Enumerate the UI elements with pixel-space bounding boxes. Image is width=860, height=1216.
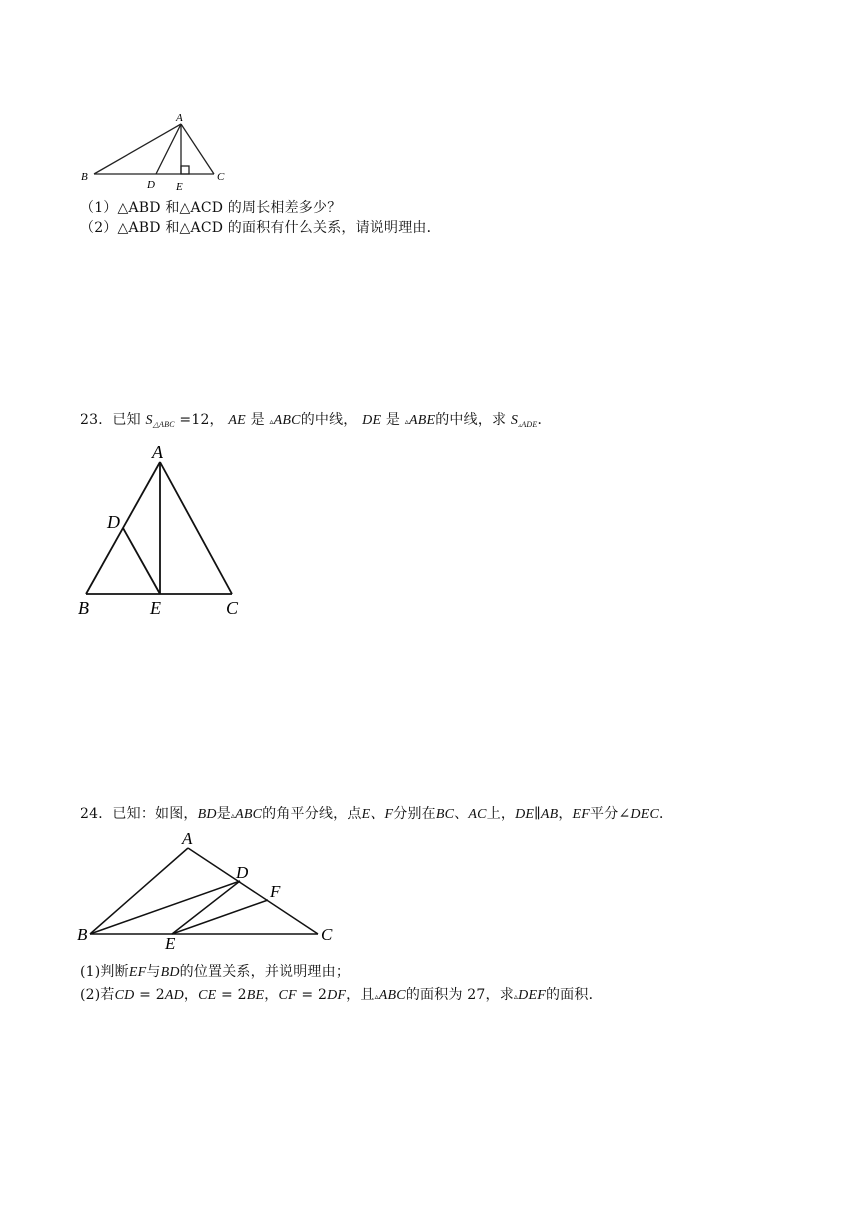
q24-t7: ， [558,806,573,822]
q24-angle: ∠DEC [618,807,659,822]
q24-cf: CF [278,988,297,1003]
q24-eq3: = 2 [296,987,328,1003]
q24-t4: 分别在 [393,806,436,822]
q24-t1: 已知：如图， [112,806,198,822]
q22-part1: （1）△ABD 和△ACD 的周长相差多少？ [80,200,342,216]
figure-q24 [72,828,352,956]
label-E: E [176,181,183,193]
q24-tri3: DEF [518,988,546,1003]
triangle-symbol: ▵ [269,417,274,426]
q23-sub1: △ABC [152,420,175,429]
q24-eq1: = 2 [134,987,165,1003]
label-B: B [77,925,88,944]
q23-t1: 已知 [112,412,141,428]
q24-part1-c: 的位置关系，并说明理由； [179,964,351,980]
label-B: B [78,598,89,618]
q23-end: ． [537,412,552,428]
q24-t6: 上， [486,806,516,822]
q24-part2-b: 的面积为 27，求 [405,987,514,1003]
q24-t2: 是 [216,806,231,822]
q24-bd: BD [197,807,217,822]
q23-sub2-text: ADE [521,420,538,429]
label-A: A [152,442,163,462]
q24-t8: 平分 [590,806,619,822]
q24-c1: ， [183,987,199,1003]
q24-ac: AC [468,807,487,822]
label-C: C [226,598,239,618]
figure-q22 [76,110,236,195]
q24-ef: E、F [361,807,394,822]
q24-part2 [80,985,603,1007]
q24-part1-b: 与 [146,964,161,980]
q23-de: DE [362,413,382,428]
q23-tri2: ABE [408,413,436,428]
q24-part2-a: (2)若 [80,987,115,1003]
q23-t3: 的中线， [300,412,358,428]
q22-part2: （2）△ABD 和△ACD 的面积有什么关系，请说明理由． [80,220,441,236]
q24-df: DF [327,988,347,1003]
q23-sub2 [518,420,537,429]
q24-eq2: = 2 [216,987,247,1003]
label-B: B [81,171,88,183]
q24-part1 [80,962,350,983]
label-E: E [150,598,161,618]
q24-tri: ABC [235,807,263,822]
q24-number: 24． [80,806,113,822]
label-D: D [107,512,120,532]
q23-ae: AE [228,413,246,428]
label-D: D [236,863,249,882]
q24-be: BE [246,988,265,1003]
q24-c3: ，且 [346,987,375,1003]
q24-text [80,804,673,826]
q24-part1-ef: EF [128,965,147,980]
label-C: C [321,925,333,944]
q24-t3: 的角平分线，点 [262,806,362,822]
q24-part1-a: (1)判断 [80,964,129,980]
q24-t5: 、 [454,806,469,822]
q24-c2: ， [264,987,279,1003]
q24-ef2: EF [572,807,591,822]
q23-t5: 的中线，求 [435,412,507,428]
q23-text [80,410,552,436]
label-A: A [182,829,193,848]
q23-t4: 是 [381,412,401,428]
q23-t2: 是 [245,412,265,428]
q24-tri2: ABC [378,988,406,1003]
label-F: F [270,882,281,901]
triangle-symbol: ▵ [518,423,522,429]
label-D: D [147,179,155,191]
triangle-symbol: ▵ [374,992,379,1001]
q23-tri1: ABC [273,413,301,428]
triangle-symbol: ▵ [513,992,519,1001]
q24-t9: ． [658,806,674,822]
q24-part2-c: 的面积． [545,987,603,1003]
q24-dab: DE∥AB [515,807,559,822]
triangle-symbol: ▵ [404,417,409,426]
q23-number: 23． [80,412,113,428]
q24-ad: AD [164,988,184,1003]
q23-eq: =12， [174,412,224,428]
triangle-symbol: ▵ [230,811,236,820]
q24-part1-bd: BD [160,965,180,980]
figure-q23 [72,440,252,620]
q24-ce: CE [198,988,217,1003]
label-C: C [217,171,225,183]
label-A: A [176,112,183,124]
label-E: E [165,934,176,953]
q23-s1: S [145,413,153,428]
q23-s2: S [510,413,519,428]
q24-bc: BC [435,807,455,822]
q24-cd: CD [114,988,135,1003]
